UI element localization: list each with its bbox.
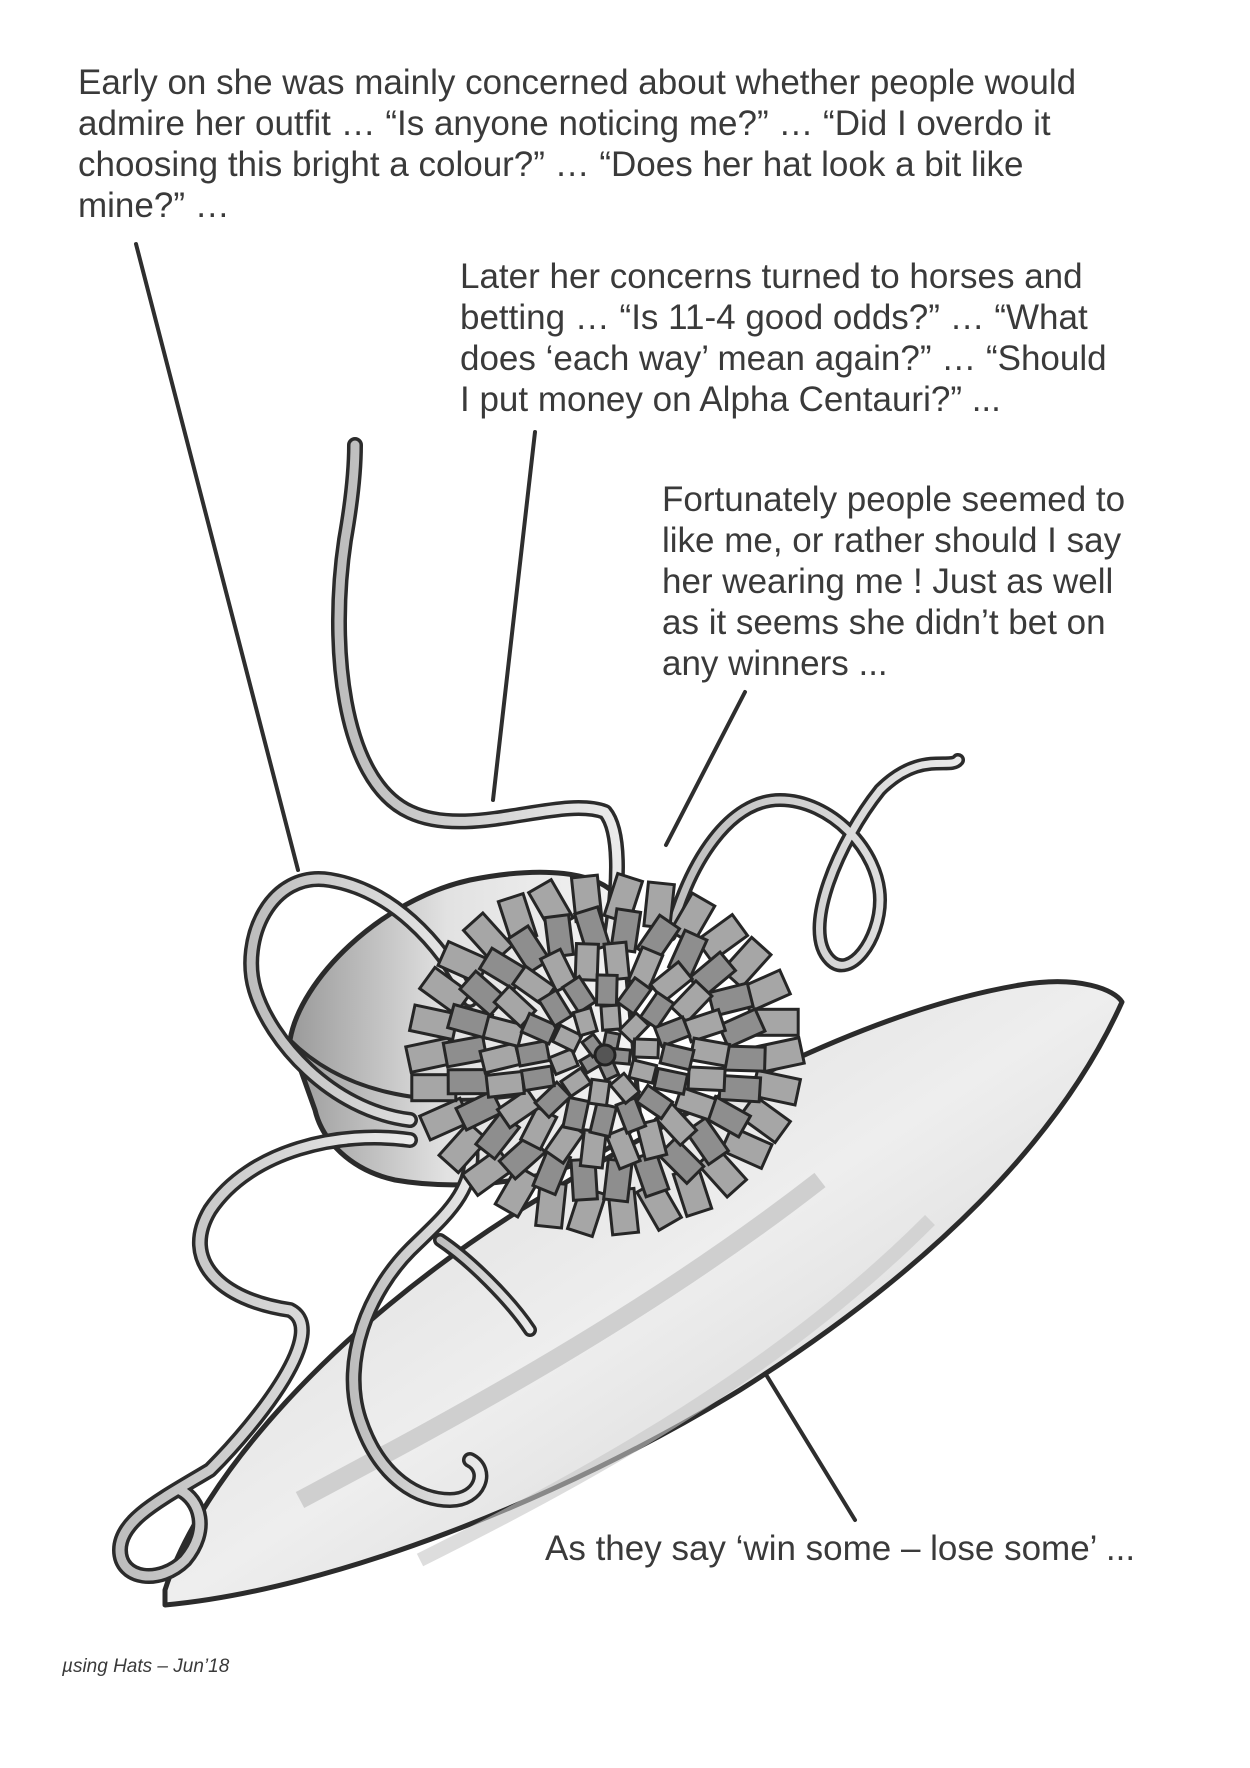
pointer-line-ending [762,1368,855,1520]
flower-petal [634,1039,659,1058]
flower-petal [486,1072,524,1098]
flower-petal [601,1005,621,1030]
flower-petal [448,1070,488,1094]
caption-win-some-lose-some: As they say ‘win some – lose some’ ... [545,1529,1136,1568]
flower-petal [688,1067,725,1091]
flower-petal [521,1066,554,1090]
flower-petal [563,1097,589,1130]
flower-petal [516,1041,549,1066]
pointer-line-early [136,244,298,870]
flower-petal [725,1046,766,1071]
flower-petal [690,1038,729,1066]
pointer-line-later [493,432,535,800]
flower-petal [654,1068,687,1094]
flower-petal [596,975,617,1005]
flower-center [595,1045,615,1065]
caption-later-concerns: Later her concerns turned to horses and betting … “Is 11-4 good odds?” … “What does ‘each way’ mean again?” … “Should I put money on Alpha Centauri?” ... [460,257,1107,419]
flower-petal [660,1043,694,1069]
caption-fortunately: Fortunately people seemed to like me, or rather should I say her wearing me ! Just as well as it seems she didn’t bet on any winners ... [662,480,1126,683]
flower-petal [629,1060,657,1083]
flower-petal [575,944,598,981]
footer-credit: µsing Hats – Jun’18 [62,1656,230,1677]
caption-early-concerns: Early on she was mainly concerned about whether people would admire her outfit … “Is anyone noticing me?” … “Did I overdo it choosing this bright a colour?” … “Does her hat look a bit like mine?” … [78,63,1077,225]
